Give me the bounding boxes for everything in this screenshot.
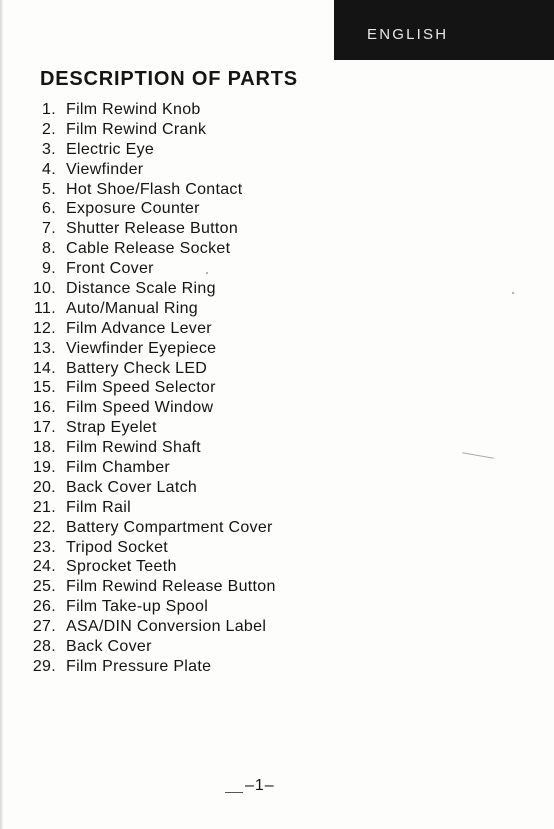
part-number: 12. [32,319,56,337]
part-label: Front Cover [66,260,154,278]
part-label: Film Rail [66,498,131,516]
list-item [0,279,276,299]
list-item [0,299,276,319]
language-tab-label: ENGLISH [367,25,449,43]
list-item [0,120,276,140]
list-item [0,538,276,558]
part-label: Viewfinder Eyepiece [66,339,217,357]
page-title: DESCRIPTION OF PARTS [40,68,298,90]
part-number: 4. [42,160,56,178]
part-number: 13. [32,339,56,357]
part-number: 29. [32,657,56,675]
part-number: 9. [42,260,56,278]
part-label: Film Speed Window [66,399,214,417]
list-item [0,160,276,180]
part-label: Auto/Manual Ring [66,299,198,317]
part-label: Film Advance Lever [66,319,212,337]
part-number: 25. [32,578,56,596]
part-number: 20. [32,478,56,496]
part-number: 21. [32,498,56,516]
list-item [0,418,276,438]
list-item [0,518,276,538]
part-number: 3. [42,140,56,158]
part-number: 5. [42,180,56,198]
part-label: Film Take-up Spool [66,598,209,616]
list-item [0,259,276,279]
list-item [0,478,276,498]
list-item [0,339,276,359]
list-item [0,100,276,120]
list-item [0,438,276,458]
part-label: Strap Eyelet [66,419,157,437]
list-item [0,398,276,418]
list-item [0,597,276,617]
list-item [0,319,276,339]
list-item [0,617,276,637]
part-label: Distance Scale Ring [66,280,216,298]
part-number: 2. [42,120,56,138]
part-label: Film Rewind Knob [66,101,201,118]
scan-speck [512,292,514,294]
parts-list [0,100,276,677]
page-number: –1– [245,777,275,794]
list-item [0,557,276,577]
language-tab [334,0,554,60]
part-label: Electric Eye [66,140,155,158]
part-number: 24. [32,558,56,576]
part-number: 18. [32,439,56,457]
list-item [0,359,276,379]
part-label: Sprocket Teeth [66,558,177,576]
part-label: Tripod Socket [66,538,169,556]
part-label: Film Speed Selector [66,379,216,397]
part-label: Film Rewind Release Button [66,578,276,596]
list-item [0,657,276,677]
part-number: 17. [32,419,56,437]
part-number: 15. [32,379,56,397]
part-label: Film Rewind Crank [66,120,207,138]
scan-mark [462,452,494,459]
part-label: Viewfinder [66,160,144,178]
part-label: Hot Shoe/Flash Contact [66,180,243,198]
part-number: 10. [32,280,56,298]
scan-speck [206,272,208,274]
part-number: 28. [32,638,56,656]
list-item [0,140,276,160]
list-item [0,199,276,219]
part-label: Film Rewind Shaft [66,439,201,457]
part-label: Cable Release Socket [66,240,231,258]
part-number: 6. [42,200,56,218]
part-label: Film Pressure Plate [66,657,212,675]
list-item [0,239,276,259]
part-label: Exposure Counter [66,200,200,218]
part-label: Battery Compartment Cover [66,518,273,536]
part-number: 22. [32,518,56,536]
part-number: 16. [32,399,56,417]
list-item [0,498,276,518]
part-label: Battery Check LED [66,359,208,377]
list-item [0,219,276,239]
list-item [0,180,276,200]
list-item [0,378,276,398]
part-label: ASA/DIN Conversion Label [66,618,267,636]
part-number: 8. [42,240,56,258]
part-number: 27. [32,618,56,636]
part-label: Film Chamber [66,459,171,477]
part-label: Back Cover Latch [66,478,198,496]
list-item [0,577,276,597]
part-number: 26. [32,598,56,616]
part-number: 11. [34,299,56,317]
part-number: 7. [42,220,56,238]
list-item [0,637,276,657]
part-number: 1. [42,101,56,118]
part-number: 19. [32,459,56,477]
part-label: Shutter Release Button [66,220,239,238]
part-number: 14. [32,359,56,377]
part-number: 23. [32,538,56,556]
list-item [0,458,276,478]
part-label: Back Cover [66,638,152,656]
